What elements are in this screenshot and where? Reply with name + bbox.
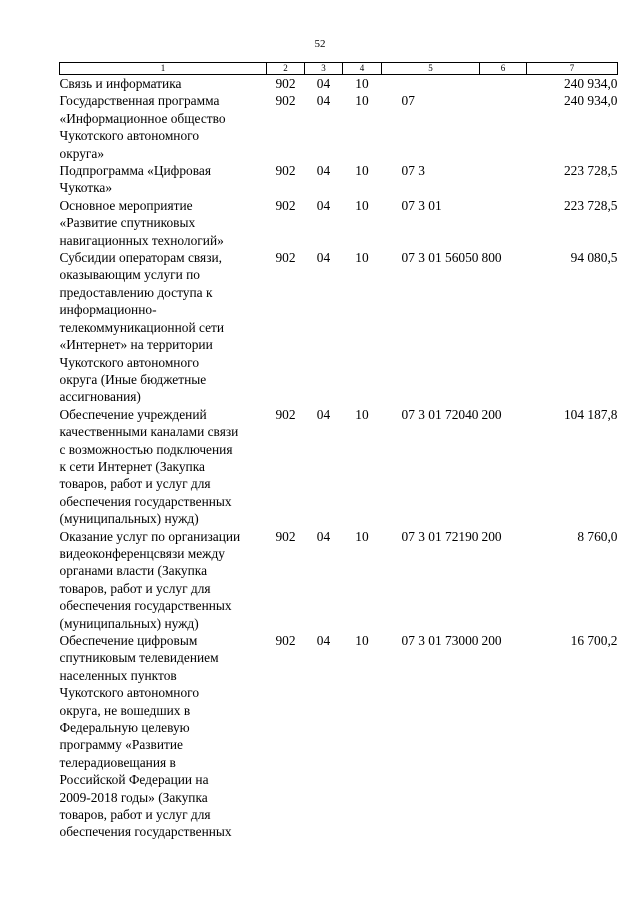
row-name (60, 528, 267, 632)
row-name-line: «Информационное общество (59, 110, 226, 126)
row-name-line: «Интернет» на территории (59, 337, 213, 353)
row-rz: 04 (316, 163, 331, 179)
row-grbs: 902 (275, 633, 296, 648)
row-vr (480, 92, 527, 162)
row-name-line: Чукотского автономного (59, 354, 200, 370)
table-row (60, 92, 618, 162)
row-name-line: (муниципальных) нужд) (59, 615, 199, 631)
row-name-line: товаров, работ и услуг для (59, 580, 211, 596)
row-vr (480, 162, 527, 197)
row-name-line: качественными каналами связи (59, 424, 239, 440)
row-vr: 200 (481, 528, 502, 544)
row-rz: 04 (316, 406, 331, 422)
row-vr (480, 75, 527, 93)
row-vr: 200 (481, 406, 502, 422)
row-grbs: 902 (275, 528, 296, 544)
row-grbs: 902 (275, 93, 296, 109)
row-name-line: предоставлению доступа к (59, 284, 213, 300)
row-csr: 07 3 01 72040 (401, 406, 479, 422)
row-name-line: (муниципальных) нужд) (59, 511, 199, 527)
row-pr: 10 (355, 93, 369, 109)
row-name-line: программу «Развитие (59, 737, 184, 753)
row-name-line: оказывающим услуги по (59, 267, 201, 283)
header-cell-name: 1 (60, 63, 267, 75)
row-name-line: Обеспечение учреждений (59, 406, 207, 422)
row-amount: 240 934,0 (563, 93, 618, 109)
row-pr: 10 (355, 76, 369, 91)
row-rz: 04 (316, 93, 331, 109)
row-name-line: товаров, работ и услуг для (59, 476, 211, 492)
row-name-line: обеспечения государственных (59, 493, 232, 509)
row-name-line: округа, не вошедших в (59, 702, 191, 718)
row-pr: 10 (355, 406, 369, 422)
row-pr: 10 (355, 633, 369, 648)
page-number: 52 (314, 38, 326, 50)
row-grbs: 902 (275, 406, 296, 422)
row-name-line: Чукотского автономного (59, 128, 200, 144)
header-row (60, 63, 618, 75)
row-name (60, 75, 267, 93)
row-amount: 223 728,5 (563, 163, 618, 179)
row-name-line: ассигнования) (59, 389, 141, 405)
table-row (60, 406, 618, 528)
row-name (60, 632, 267, 841)
row-name-line: телерадиовещания в (59, 754, 176, 770)
row-name-line: округа (Иные бюджетные (59, 371, 207, 387)
row-amount: 16 700,2 (570, 633, 618, 648)
row-name (60, 162, 267, 197)
header-cell-vr: 6 (480, 63, 527, 75)
row-rz: 04 (316, 528, 331, 544)
table-row (60, 162, 618, 197)
row-csr: 07 3 01 73000 (401, 633, 479, 648)
header-cell-amount: 7 (527, 63, 618, 75)
row-name-line: Оказание услуг по организации (59, 528, 241, 544)
row-name-line: органами власти (Закупка (59, 563, 208, 579)
table-row (60, 249, 618, 406)
row-rz: 04 (316, 633, 331, 648)
row-csr: 07 (401, 93, 415, 109)
row-name-line: Чукотского автономного (59, 685, 200, 701)
row-name-line: спутниковым телевидением (59, 650, 219, 666)
row-name (60, 249, 267, 406)
row-amount: 94 080,5 (570, 250, 618, 266)
row-name-line: Субсидии операторам связи, (59, 250, 223, 266)
row-name-line: Государственная программа (59, 93, 220, 109)
row-name-line: населенных пунктов (59, 667, 177, 683)
row-name-line: Российской Федерации на (59, 772, 209, 788)
row-name (60, 92, 267, 162)
row-amount: 8 760,0 (577, 528, 618, 544)
table-row (60, 197, 618, 249)
row-grbs: 902 (275, 76, 296, 91)
row-name-line: обеспечения государственных (59, 824, 232, 840)
header-cell-csr: 5 (382, 63, 480, 75)
table-row (60, 632, 618, 841)
row-pr: 10 (355, 528, 369, 544)
row-vr: 200 (481, 633, 502, 648)
row-name-line: обеспечения государственных (59, 598, 232, 614)
row-name-line: округа» (59, 145, 105, 161)
budget-table (59, 62, 618, 841)
row-amount: 104 187,8 (563, 406, 618, 422)
row-grbs: 902 (275, 250, 296, 266)
row-csr: 07 3 01 56050 (401, 250, 479, 266)
table-row (60, 528, 618, 632)
row-name-line: видеоконференцсвязи между (59, 545, 225, 561)
row-name-line: к сети Интернет (Закупка (59, 458, 205, 474)
row-pr: 10 (355, 163, 369, 179)
row-name-line: Связь и информатика (59, 76, 182, 91)
header-cell-pr: 4 (343, 63, 382, 75)
row-name-line: товаров, работ и услуг для (59, 807, 211, 823)
row-name-line: Чукотка» (59, 180, 113, 196)
header-cell-grbs: 2 (267, 63, 305, 75)
row-pr: 10 (355, 250, 369, 266)
table-row (60, 75, 618, 93)
row-vr: 800 (481, 250, 502, 266)
row-name-line: Основное мероприятие (59, 197, 193, 213)
row-grbs: 902 (275, 163, 296, 179)
row-rz: 04 (316, 250, 331, 266)
header-cell-rz: 3 (305, 63, 343, 75)
row-name-line: Обеспечение цифровым (59, 633, 198, 648)
row-name-line: Подпрограмма «Цифровая (59, 163, 211, 179)
row-rz: 04 (316, 197, 331, 213)
row-csr: 07 3 01 72190 (401, 528, 479, 544)
table-body (60, 75, 618, 841)
row-grbs: 902 (275, 197, 296, 213)
row-name-line: 2009-2018 годы» (Закупка (59, 789, 208, 805)
row-name-line: навигационных технологий» (59, 232, 224, 248)
row-name (60, 197, 267, 249)
row-csr (382, 75, 480, 93)
row-name-line: с возможностью подключения (59, 441, 233, 457)
row-csr: 07 3 (401, 163, 425, 179)
row-amount: 223 728,5 (563, 197, 618, 213)
row-name (60, 406, 267, 528)
row-rz: 04 (316, 76, 331, 91)
row-pr: 10 (355, 197, 369, 213)
row-name-line: «Развитие спутниковых (59, 215, 196, 231)
row-name-line: телекоммуникационной сети (59, 319, 225, 335)
row-name-line: Федеральную целевую (59, 720, 190, 736)
row-vr (480, 197, 527, 249)
row-name-line: информационно- (59, 302, 157, 318)
row-amount: 240 934,0 (563, 76, 618, 91)
row-csr: 07 3 01 (401, 197, 442, 213)
